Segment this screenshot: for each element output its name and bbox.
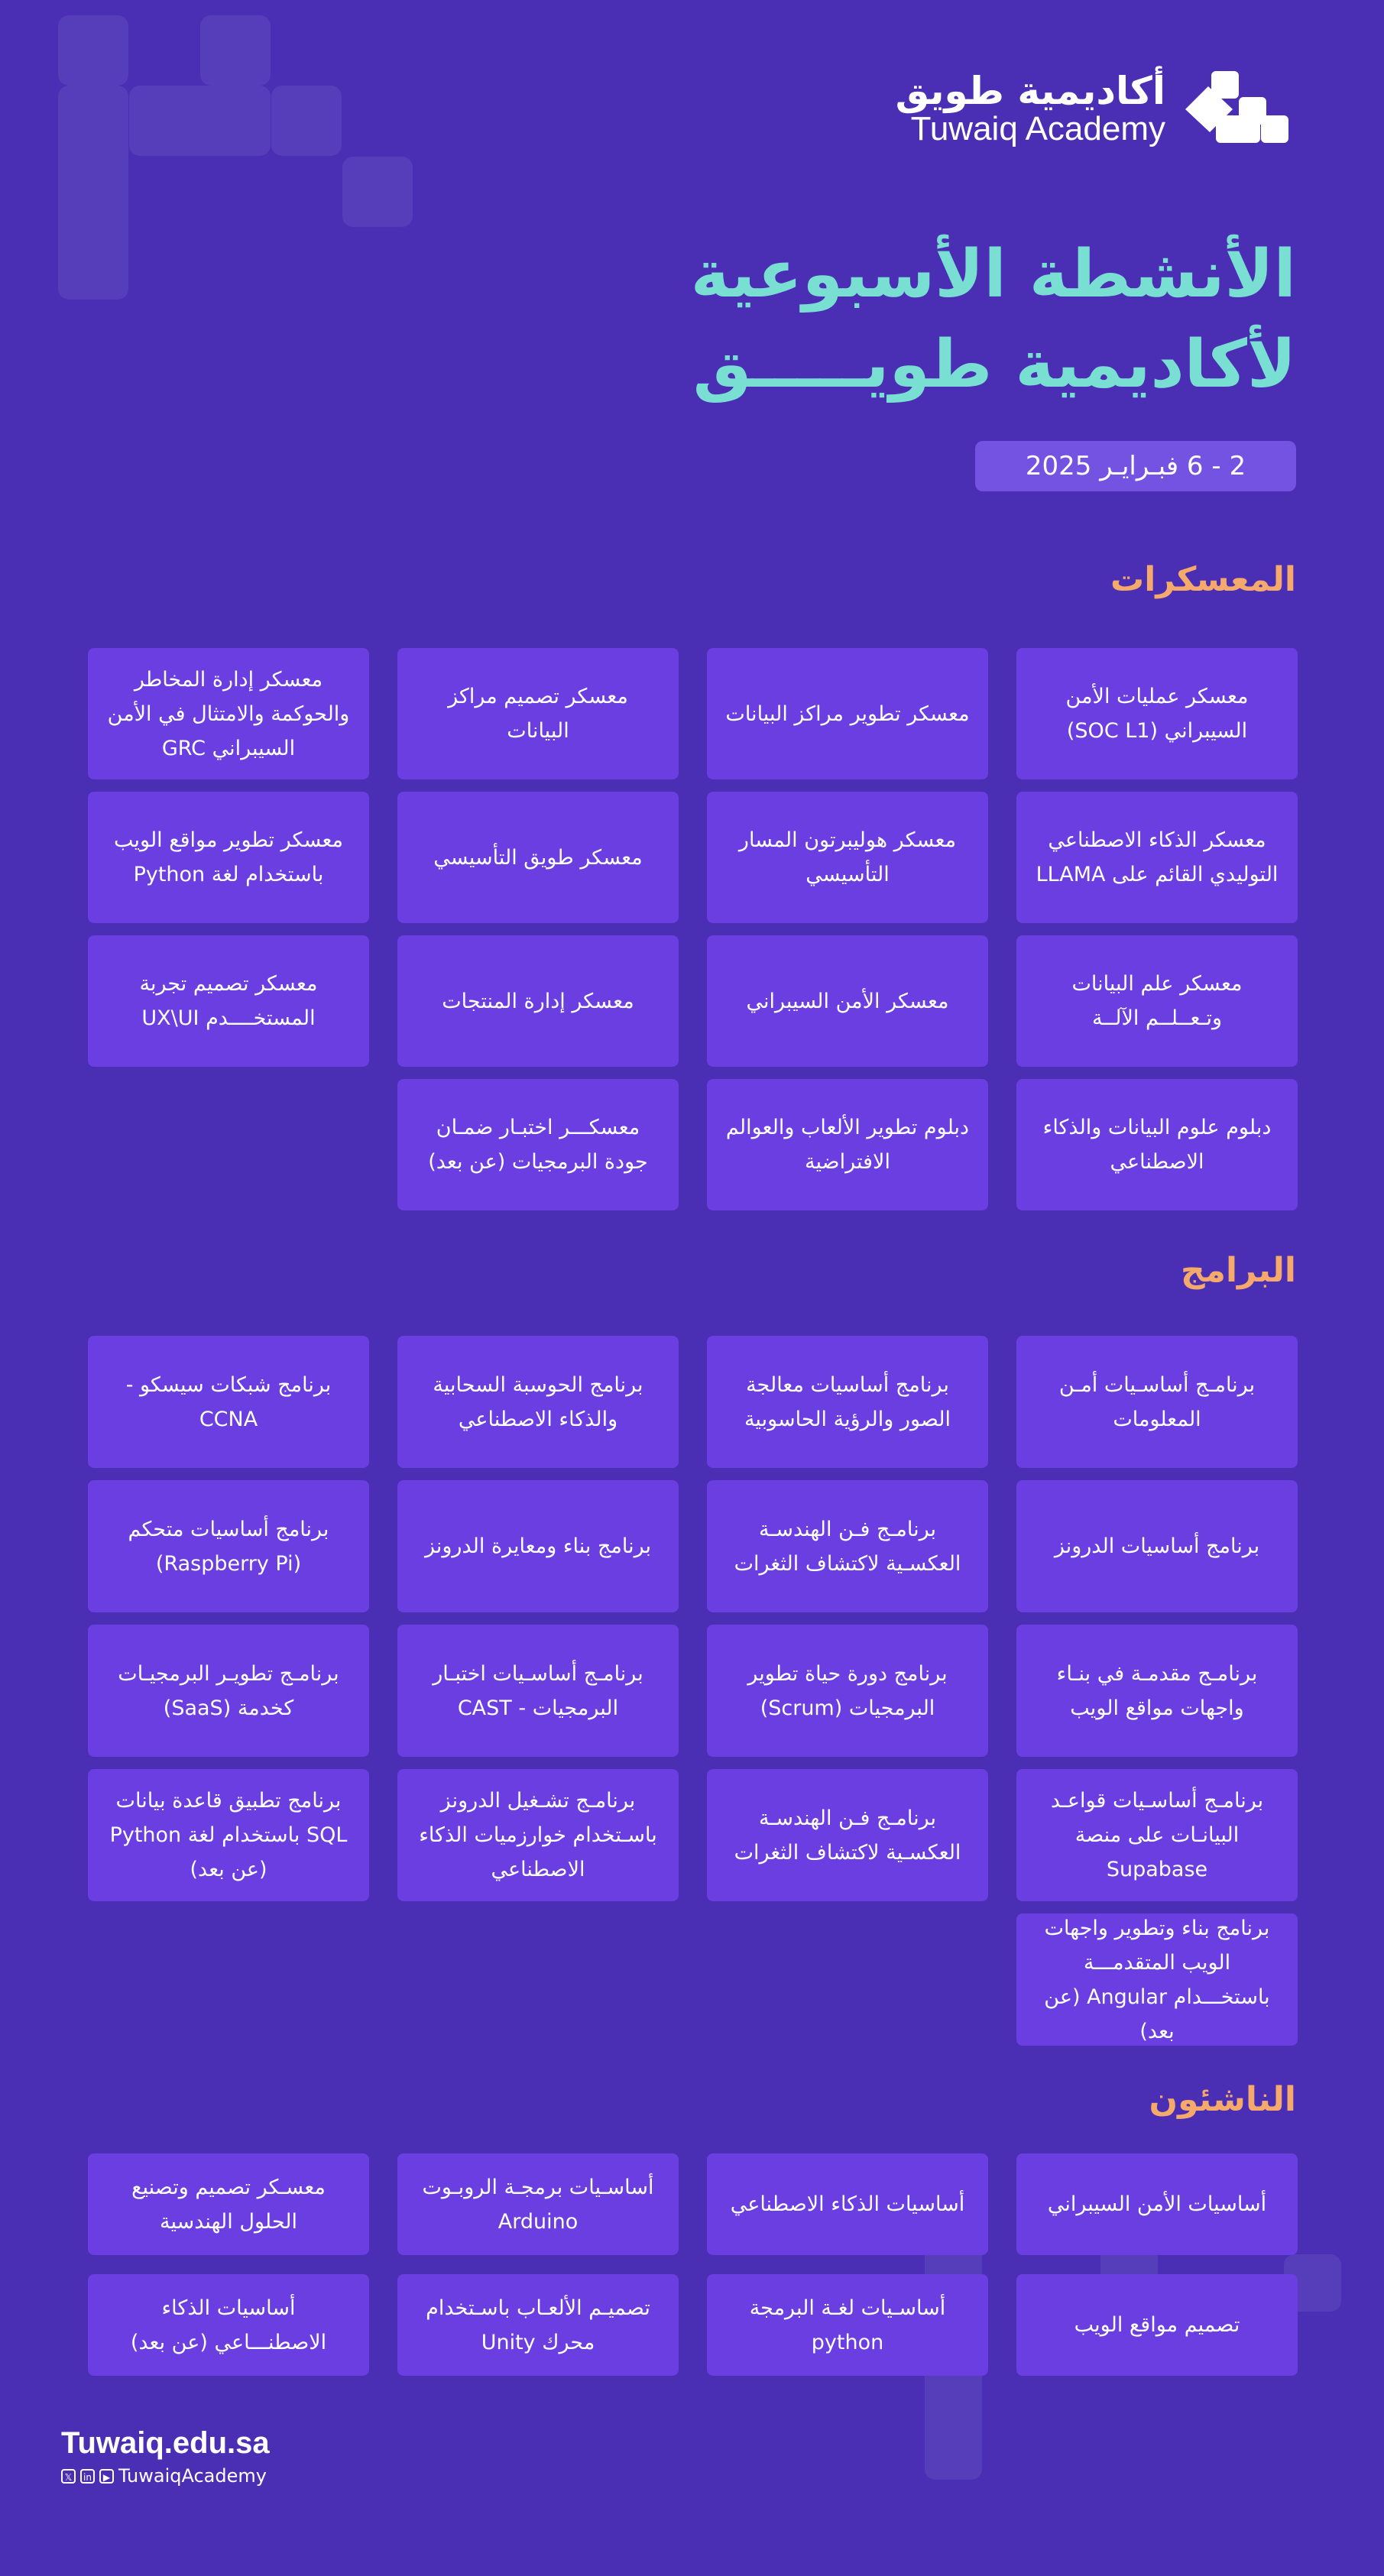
academy-logo	[896, 65, 1288, 153]
youth-card[interactable]: أساسيات الذكاء الاصطنـــاعي (عن بعد)	[88, 2274, 369, 2376]
program-card[interactable]: برنامج بناء وتطوير واجهات الويب المتقدمـــة باستخـــدام Angular (عن بعد)	[1016, 1913, 1298, 2046]
decor-block	[58, 86, 128, 300]
camp-card[interactable]: معسكر تصميم تجربة المستخــــدم UX\UI	[88, 935, 369, 1067]
website-link[interactable]: Tuwaiq.edu.sa	[61, 2426, 270, 2460]
decor-block	[342, 157, 413, 227]
section-title-camps: المعسكرات	[1110, 560, 1296, 599]
camp-card[interactable]: معسكر تصميم مراكز البيانات	[397, 648, 679, 779]
program-card[interactable]: برنامـج أساسـيات قواعـد البيانـات على منصة Supabase	[1016, 1769, 1298, 1901]
date-range-badge	[975, 441, 1296, 491]
program-card[interactable]: برنامج أساسيات الدرونز	[1016, 1480, 1298, 1612]
social-row	[61, 2465, 270, 2487]
logo-mark-icon	[1185, 71, 1288, 147]
youth-card[interactable]: معسـكر تصميم وتصنيع الحلول الهندسية	[88, 2153, 369, 2255]
youth-card[interactable]: أساسـيات برمجـة الروبـوت Arduino	[397, 2153, 679, 2255]
program-card[interactable]: برنامج شبكات سيسكو - CCNA	[88, 1336, 369, 1468]
youth-card[interactable]: أساسيات الأمن السيبراني	[1016, 2153, 1298, 2255]
footer	[61, 2426, 270, 2487]
decor-block	[129, 86, 271, 156]
camp-card[interactable]: معسكر علم البيانات وتـعــلــم الآلــة	[1016, 935, 1298, 1067]
youth-card[interactable]: أساسيات الذكاء الاصطناعي	[707, 2153, 988, 2255]
decor-block	[271, 86, 342, 156]
section-title-youth: الناشئون	[1149, 2080, 1296, 2119]
program-card[interactable]: برنامج بناء ومعايرة الدرونز	[397, 1480, 679, 1612]
programs-grid	[86, 1336, 1298, 2046]
program-card[interactable]: برنامج أساسيات متحكم (Raspberry Pi)	[88, 1480, 369, 1612]
program-card[interactable]: برنامـج تشـغيل الدرونز باسـتخدام خوارزميات الذكاء الاصطناعي	[397, 1769, 679, 1901]
program-card[interactable]: برنامج تطبيق قاعدة بيانات SQL باستخدام لغة Python (عن بعد)	[88, 1769, 369, 1901]
logo-name-en: Tuwaiq Academy	[910, 109, 1165, 147]
camp-card[interactable]: معسكر تطوير مواقع الويب باستخدام لغة Python	[88, 792, 369, 923]
logo-text	[896, 71, 1165, 147]
program-card[interactable]: برنامـج تطويـر البرمجيـات كخدمة (SaaS)	[88, 1625, 369, 1757]
camp-card[interactable]: معسكر هوليبرتون المسار التأسيسي	[707, 792, 988, 923]
camp-card[interactable]: معسكر الأمن السيبراني	[707, 935, 988, 1067]
program-card[interactable]: برنامج أساسيات معالجة الصور والرؤية الحاسوبية	[707, 1336, 988, 1468]
camp-card[interactable]: معسكر إدارة المنتجات	[397, 935, 679, 1067]
camp-card[interactable]: معسكـــر اختبـار ضمـان جودة البرمجيات (عن بعد)	[397, 1079, 679, 1210]
camp-card[interactable]: معسكر طويق التأسيسي	[397, 792, 679, 923]
youth-card[interactable]: تصميم مواقع الويب	[1016, 2274, 1298, 2376]
program-card[interactable]: برنامـج فـن الهندسـة العكسـية لاكتشاف الثغرات	[707, 1769, 988, 1901]
program-card[interactable]: برنامج الحوسبة السحابية والذكاء الاصطناعي	[397, 1336, 679, 1468]
title-line-1: الأنشطة الأسبوعية	[690, 236, 1296, 313]
x-icon[interactable]: 𝕏	[61, 2469, 76, 2484]
date-range-text: 2 - 6 فبـرايـر 2025	[1025, 451, 1246, 481]
camp-card[interactable]: دبلوم تطوير الألعاب والعوالم الافتراضية	[707, 1079, 988, 1210]
camp-card[interactable]: معسكر عمليات الأمن السيبراني (SOC L1)	[1016, 648, 1298, 779]
logo-name-ar: أكاديمية طويق	[895, 69, 1165, 114]
camp-card[interactable]: معسكر تطوير مراكز البيانات	[707, 648, 988, 779]
program-card[interactable]: برنامـج أساسـيات أمـن المعلومات	[1016, 1336, 1298, 1468]
decor-block	[200, 15, 271, 86]
page-title	[691, 229, 1296, 410]
youth-grid	[86, 2153, 1298, 2376]
camp-card[interactable]: معسكر الذكاء الاصطناعي التوليدي القائم على LLAMA	[1016, 792, 1298, 923]
youth-card[interactable]: أساسـيات لغـة البرمجة python	[707, 2274, 988, 2376]
program-card[interactable]: برنامـج مقدمـة في بنـاء واجهات مواقع الويب	[1016, 1625, 1298, 1757]
program-card[interactable]: برنامـج فـن الهندسـة العكسـية لاكتشاف الثغرات	[707, 1480, 988, 1612]
youth-card[interactable]: تصميـم الألعـاب باسـتخدام محرك Unity	[397, 2274, 679, 2376]
program-card[interactable]: برنامج دورة حياة تطوير البرمجيات (Scrum)	[707, 1625, 988, 1757]
camp-card[interactable]: معسكر إدارة المخاطر والحوكمة والامتثال في الأمن السيبراني GRC	[88, 648, 369, 779]
title-line-2: لأكاديمية طويـــــق	[692, 326, 1296, 403]
section-title-programs: البرامج	[1181, 1251, 1296, 1290]
program-card[interactable]: برنامـج أساسـيات اختبـار البرمجيات - CAST	[397, 1625, 679, 1757]
camp-card[interactable]: دبلوم علوم البيانات والذكاء الاصطناعي	[1016, 1079, 1298, 1210]
camps-grid	[86, 648, 1298, 1210]
social-handle: TuwaiqAcademy	[118, 2465, 267, 2487]
decor-block	[58, 15, 128, 86]
linkedin-icon[interactable]: in	[80, 2469, 95, 2484]
youtube-icon[interactable]: ▶	[99, 2469, 114, 2484]
